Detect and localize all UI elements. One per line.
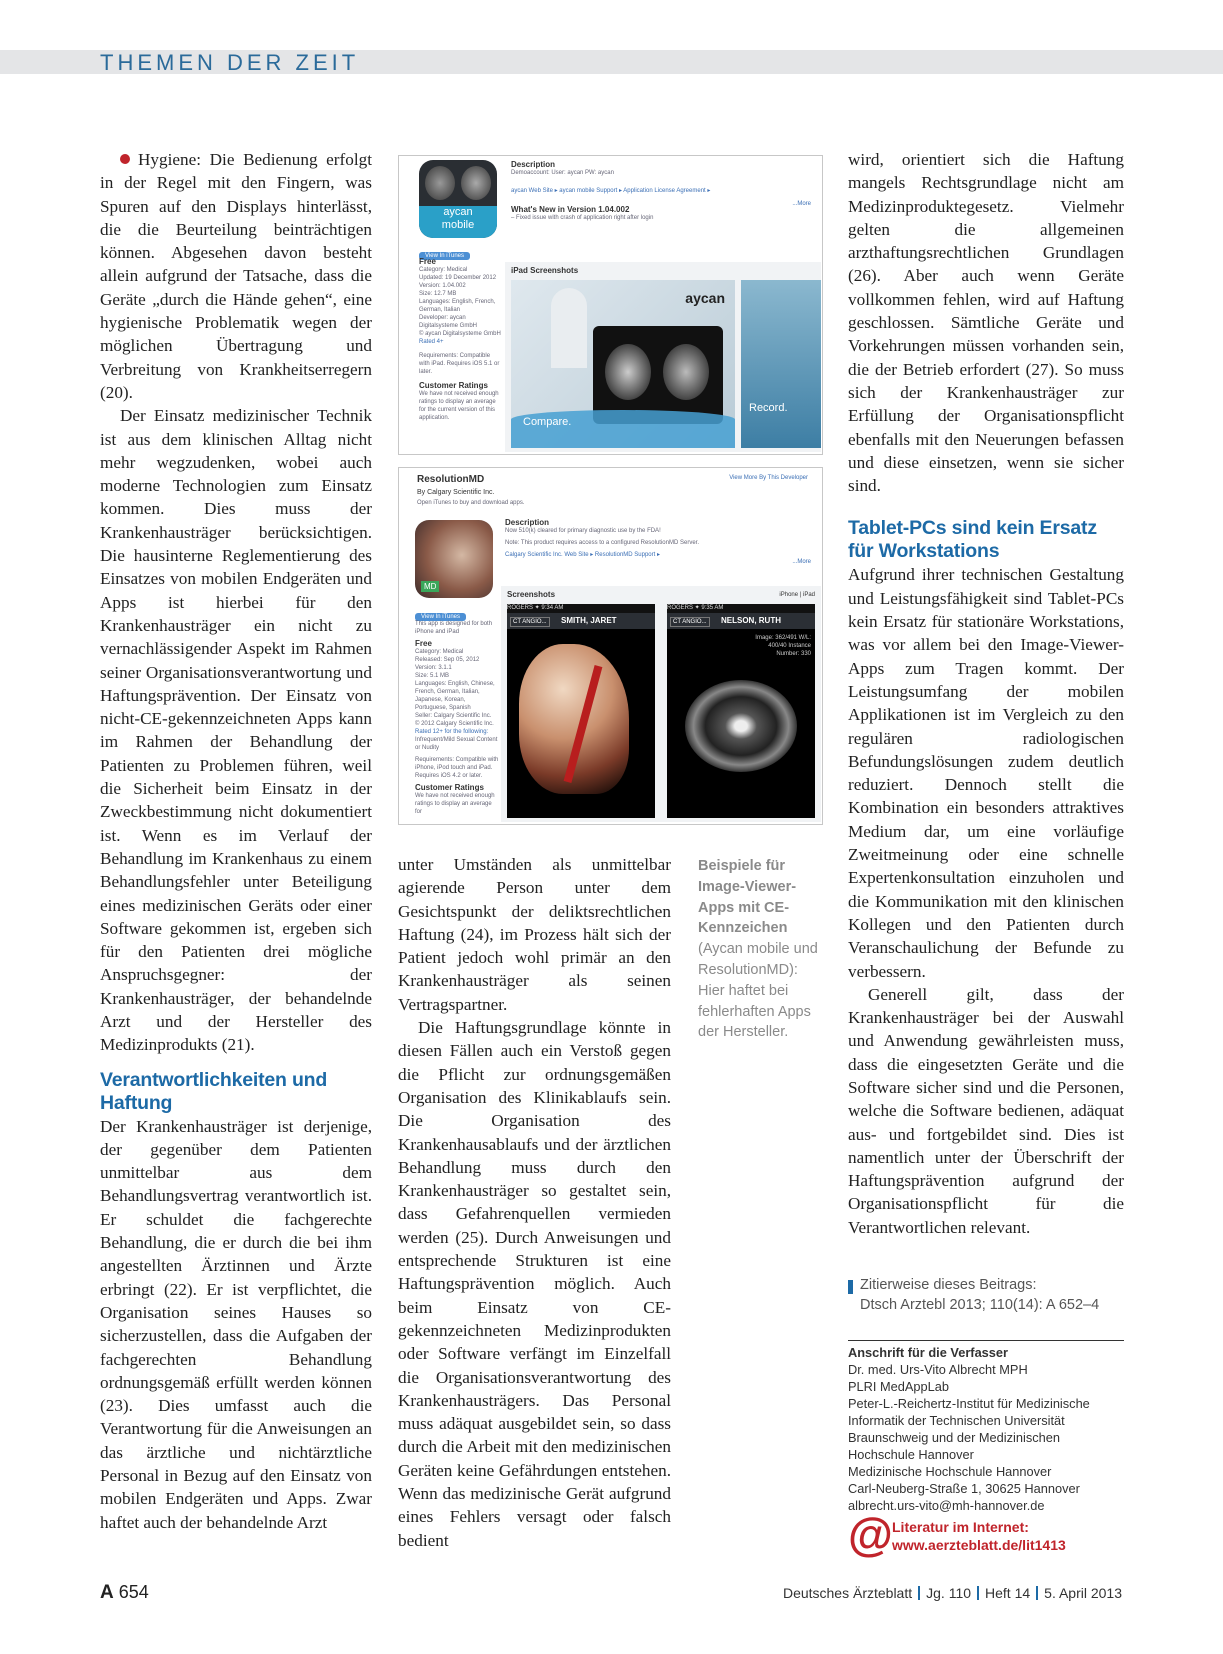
aycan-icon-banner (419, 206, 497, 238)
description-text: Demoaccount: User: aycan PW: aycan (511, 170, 614, 176)
text-column-2 (398, 853, 671, 1552)
price-label: Free (419, 257, 436, 266)
more-link[interactable]: ...More (792, 201, 811, 207)
journal-date: 5. April 2013 (1044, 1585, 1122, 1601)
meta-line: Category: Medical (419, 267, 468, 273)
phone2-toolbar (667, 613, 815, 629)
developer-name: By Calgary Scientific Inc. (417, 489, 495, 496)
aycan-description (511, 160, 811, 222)
view-in-itunes-button[interactable]: View In iTunes (415, 613, 466, 621)
literature-box (848, 1508, 1138, 1560)
aycan-screenshots (505, 262, 821, 452)
section-title: THEMEN DER ZEIT (100, 50, 360, 75)
description-links[interactable]: Calgary Scientific Inc. Web Site ▸ ResolutionMD Support ▸ (505, 552, 660, 558)
ratings-text: We have not received enough ratings to display an average for the current version of this application. (419, 391, 499, 421)
at-icon: @ (848, 1508, 893, 1560)
meta-line: © aycan Digitalsysteme GmbH (419, 331, 501, 337)
requirements-text: Requirements: Compatible with iPhone, iPod touch and iPad. Requires iOS 4.2 or later. (415, 757, 499, 779)
mode-button[interactable]: CT ANGIO... (510, 617, 550, 627)
description-heading: Description (511, 160, 556, 169)
resolutionmd-app-icon (415, 520, 493, 598)
separator (918, 1586, 920, 1600)
description-links[interactable]: aycan Web Site ▸ aycan mobile Support ▸ Application License Agreement ▸ (511, 188, 711, 194)
status-bar: ROGERS ✦ 9:34 AM (507, 604, 655, 613)
meta-line: Version: 3.1.1 (415, 665, 452, 671)
resolutionmd-screenshots (501, 586, 821, 822)
ratings-heading: Customer Ratings (419, 381, 488, 390)
journal-volume: Jg. 110 (926, 1585, 972, 1601)
literature-link[interactable]: www.aerzteblatt.de/lit1413 (892, 1537, 1066, 1553)
ratings-heading: Customer Ratings (415, 783, 484, 792)
meta-line: Languages: English, French, German, Italian (419, 299, 496, 313)
address-heading: Anschrift für die Verfasser (848, 1345, 1009, 1360)
image-info-overlay: Image: 362/491 W/L: 400/40 Instance Number: 330 (755, 635, 811, 657)
resolutionmd-meta (415, 620, 499, 816)
bullet-paragraph-text: Hygiene: Die Bedienung erfolgt in der Regel mit den Fingern, was Spuren auf den Displays hinterlässt, die die Beurteilung beinträchtigen können. Abgesehen davon besteht allein aufgrund der Tatsache, dass die Geräte „durch die Hände gehen“, eine hygienische Problematik wegen der möglichen Übertragung und Verbreitung von Krankheitserregern (20). (100, 150, 372, 402)
designed-for-text: This app is designed for both iPhone and iPad (415, 621, 493, 635)
author-address (848, 1340, 1124, 1514)
address-line: Peter-L.-Reichertz-Institut für Medizinische Informatik der Technischen Universität Braunschweig und der Medizinischen Hochschule Hannover (848, 1396, 1090, 1462)
screenshots-heading: Screenshots (507, 590, 556, 599)
caption-text: (Aycan mobile und ResolutionMD): Hier haftet bei fehlerhaften Apps der Hersteller. (698, 941, 818, 1041)
aycan-meta (419, 258, 501, 422)
status-bar: ROGERS ✦ 9:35 AM (667, 604, 815, 613)
patient-name: SMITH, JARET (561, 616, 617, 625)
subheading-tablet-pcs: Tablet-PCs sind kein Ersatz für Workstations (848, 517, 1097, 563)
page-prefix: A (100, 1582, 114, 1603)
paragraph: Aufgrund ihrer technischen Gestaltung und Leistungsfähigkeit sind Tablet-PCs kein Ersatz für stationäre Workstations, was vor allem bei den Image-Viewer-Apps zum Tragen kommt. Der Leistungsumfang der mobilen Applikationen ist im Vergleich zu den regulären radiologischen Befundungslösungen zudem deutlich reduziert. Dennoch stellt die Kombination ein besonders attraktives Medium dar, um eine vorläufige Zweitmeinung oder eine schnelle Expertenkonsultation einzuholen und die Kommunikation mit den klinischen Kollegen und den Patienten durch Veranschaulichung der Befunde zu verbessern. (848, 565, 1124, 981)
description-text: Note: This product requires access to a configured ResolutionMD Server. (505, 540, 699, 546)
paragraph: Der Einsatz medizinischer Technik ist aus dem klinischen Alltag nicht mehr wegzudenken, wobei auch moderne Technologien zum Einsatz kommen. Dies muss der Krankenhausträger berücksichtigen. Die hausinterne Reglementierung des Einsatzes von mobilen Endgeräten und Apps ist hierbei für den Krankenhausträger ein nicht zu vernachlässigender Aspekt im Rahmen seiner Organisationsverantwortung und Haftungsprävention. Der Einsatz von nicht-CE-gekennzeichneten Apps kann im Rahmen der Behandlung der Patienten zu Problemen führen, weil die Sicherheit beim Einsatz in der Zweckbestimmung nicht dokumentiert ist. Wenn es im Verlauf der Behandlung im Krankenhaus zu einem Behandlungsfehler unter Beteiligung eines medizinischen Geräts oder einer Software gekommen ist, ergeben sich für den Patienten drei mögliche Anspruchsgegner: der Krankenhausträger, der behandelnde Arzt und der Hersteller des Medizinprodukts (21). (100, 406, 372, 1055)
iphone-screenshot-2 (667, 604, 815, 818)
meta-line: Updated: 19 December 2012 (419, 275, 497, 281)
aycan-app-icon (419, 160, 497, 238)
journal-issue: Heft 14 (985, 1585, 1031, 1601)
citation (848, 1275, 1128, 1315)
ipad-screenshot-2 (741, 280, 821, 448)
citation-line: Dtsch Arztebl 2013; 110(14): A 652–4 (860, 1297, 1100, 1313)
page-number-value: 654 (118, 1582, 149, 1602)
price-label: Free (415, 639, 432, 648)
text-column-1 (100, 148, 372, 1534)
journal-info (783, 1585, 1122, 1601)
address-line: Dr. med. Urs-Vito Albrecht MPH (848, 1362, 1028, 1377)
ct-chest-slice (685, 680, 797, 772)
screenshot-resolutionmd (398, 467, 823, 825)
email-link[interactable]: albrecht.urs-vito@mh-hannover.de (848, 1498, 1045, 1513)
md-badge: MD (421, 581, 439, 592)
meta-line: Seller: Calgary Scientific Inc. (415, 713, 492, 719)
phone1-toolbar (507, 613, 655, 629)
page-number (100, 1582, 149, 1604)
meta-line: © 2012 Calgary Scientific Inc. (415, 721, 494, 727)
paragraph: Die Haftungsgrundlage könnte in diesen Fällen auch ein Verstoß gegen die Pflicht zur ordnungsgemäßen Organisation des Klinikablaufs sein. Die Organisation des Krankenhausablaufs und der ärztlichen Behandlung muss durch den Krankenhausträger so gestaltet sein, dass Gefahrenquellen vermieden werden (25). Durch Anweisungen und entsprechende Strukturen ist eine Haftungsprävention möglich. Auch beim Einsatz von CE-gekennzeichneten Medizinprodukten oder Software verfängt im Einzelfall die Organisationsverantwortung des Krankenhausträgers. Das Personal muss adäquat ausgebildet sein, so dass durch die Arbeit mit den medizinischen Geräten keine Gefährdungen entstehen. Wenn das medizinische Gerät aufgrund eines Fehlers versagt oder falsch bedient (398, 1018, 671, 1550)
figure-caption (698, 856, 826, 1043)
screenshots-heading: iPad Screenshots (511, 266, 579, 275)
aycan-logo: aycan (685, 290, 725, 306)
more-by-developer-link[interactable]: View More By This Developer (729, 475, 808, 481)
citation-line: Zitierweise dieses Beitrags: (860, 1277, 1037, 1293)
address-line: Medizinische Hochschule Hannover (848, 1464, 1052, 1479)
mode-button[interactable]: CT ANGIO... (670, 617, 710, 627)
meta-line: Languages: English, Chinese, French, German, Italian, Japanese, Korean, Portuguese, Spanish (415, 681, 495, 711)
icon-name-line: aycan (443, 206, 473, 218)
ipad-screenshot (511, 280, 735, 448)
app-title: ResolutionMD (417, 474, 485, 485)
meta-line: Version: 1.04.002 (419, 283, 466, 289)
meta-line: Developer: aycan Digitalsysteme GmbH (419, 315, 478, 329)
device-tabs[interactable]: iPhone | iPad (779, 592, 815, 598)
requirements-text: Requirements: Compatible with iPad. Requires iOS 5.1 or later. (419, 353, 500, 375)
caption-bold: Beispiele für Image-Viewer-Apps mit CE-Kennzeichen (698, 858, 797, 937)
description-text: Now 510(k) cleared for primary diagnostic use by the FDA! (505, 528, 661, 534)
paragraph: Der Krankenhausträger ist derjenige, der gegenüber dem Patienten unmittelbar aus dem Behandlungsvertrag verantwortlich ist. Er schuldet die fachgerechte Behandlung, die er durch die bei ihm angestellten Ärztinnen und Ärzte erbringt (22). Er ist verpflichtet, die Organisation seines Hauses so sicherzustellen, dass die Aufgaben der fachgerechten Behandlung ordnungsgemäß erfüllt werden können (23). Dies umfasst auch die Verantwortung für die Anweisungen an das ärztliche und nichtärztliche Personal in Bezug auf den Einsatz von mobilen Endgeräten und Apps. Zwar haftet auch der behandelnde Arzt (100, 1116, 372, 1532)
doctor-figure (551, 288, 587, 368)
description-heading: Description (505, 518, 550, 527)
bullet-paragraph (100, 148, 372, 404)
compare-label: Compare. (523, 416, 572, 428)
journal-name: Deutsches Ärzteblatt (782, 1585, 913, 1601)
iphone-screenshot-1 (507, 604, 655, 818)
record-label: Record. (749, 402, 788, 414)
whats-new-text: – Fixed issue with crash of application right after login (511, 215, 654, 221)
patient-name: NELSON, RUTH (721, 616, 781, 625)
paragraph: unter Umständen als unmittelbar agierende Person unter dem Gesichtspunkt der deliktsrechtlichen Haftung (24), im Prozess hält sich der Patient jedoch wohl primär an den Krankenhausträger als seinen Vertragspartner. (398, 855, 671, 1014)
whats-new-heading: What's New in Version 1.04.002 (511, 205, 630, 214)
ratings-text: We have not received enough ratings to display an average for (415, 793, 495, 815)
resolutionmd-description (505, 518, 811, 565)
meta-line: Released: Sep 05, 2012 (415, 657, 480, 663)
ipad-scan-1 (605, 344, 651, 400)
icon-name-line: mobile (441, 219, 475, 231)
bullet-dot-icon (120, 154, 130, 164)
subheading-responsibilities: Verantwortlichkeiten und Haftung (100, 1068, 328, 1114)
meta-line: Rated 4+ (419, 339, 444, 345)
more-link[interactable]: ...More (792, 559, 811, 565)
address-line: Carl-Neuberg-Straße 1, 30625 Hannover (848, 1481, 1080, 1496)
address-line: PLRI MedAppLab (848, 1379, 950, 1394)
text-column-3 (848, 148, 1124, 1239)
meta-line: Infrequent/Mild Sexual Content or Nudity (415, 737, 498, 751)
literature-label: Literatur im Internet: (892, 1519, 1029, 1535)
meta-line: Size: 12.7 MB (419, 291, 457, 297)
meta-line: Category: Medical (415, 649, 464, 655)
scan-thumbnail-1 (425, 166, 455, 200)
paragraph: Generell gilt, dass der Krankenhausträger bei der Auswahl und Anwendung gewährleisten muss, dass die eingesetzten Geräte und die Software sicher sind und die Personen, welche die Software bedienen, adäquat aus- und fortgebildet sind. Dies ist namentlich unter der Überschrift der Haftungsprävention aufgrund der Organisationspflicht für die Verantwortlichen relevant. (848, 984, 1124, 1237)
compare-label-band (511, 410, 735, 448)
scan-thumbnail-2 (461, 166, 491, 200)
literature-text (892, 1518, 1066, 1554)
open-itunes-text: Open iTunes to buy and download apps. (417, 500, 525, 506)
meta-line: Rated 12+ for the following: (415, 729, 489, 735)
ipad-scan-2 (663, 344, 709, 400)
separator (1036, 1586, 1038, 1600)
screenshot-aycan-mobile (398, 155, 823, 455)
meta-line: Size: 5.1 MB (415, 673, 450, 679)
separator (977, 1586, 979, 1600)
paragraph: wird, orientiert sich die Haftung mangels Rechtsgrundlage nicht am Medizinproduktegesetz. Vielmehr gelten die allgemeinen arzthaftungsrechtlichen Grundlagen (26). Aber auch wenn Geräte vollkommen fehlen, wird auf Haftung geschlossen. Sämtliche Geräte und Vorkehrungen müssen vorhanden sein, die der Betrieb erfordert (27). So muss sich der Krankenhausträger zur Erfüllung der Organisationspflicht ebenfalls mit den Neuerungen befassen und diese einsetzen, wenn sie sicher sind. (848, 150, 1124, 496)
view-in-itunes-button[interactable]: View In iTunes (419, 252, 470, 260)
